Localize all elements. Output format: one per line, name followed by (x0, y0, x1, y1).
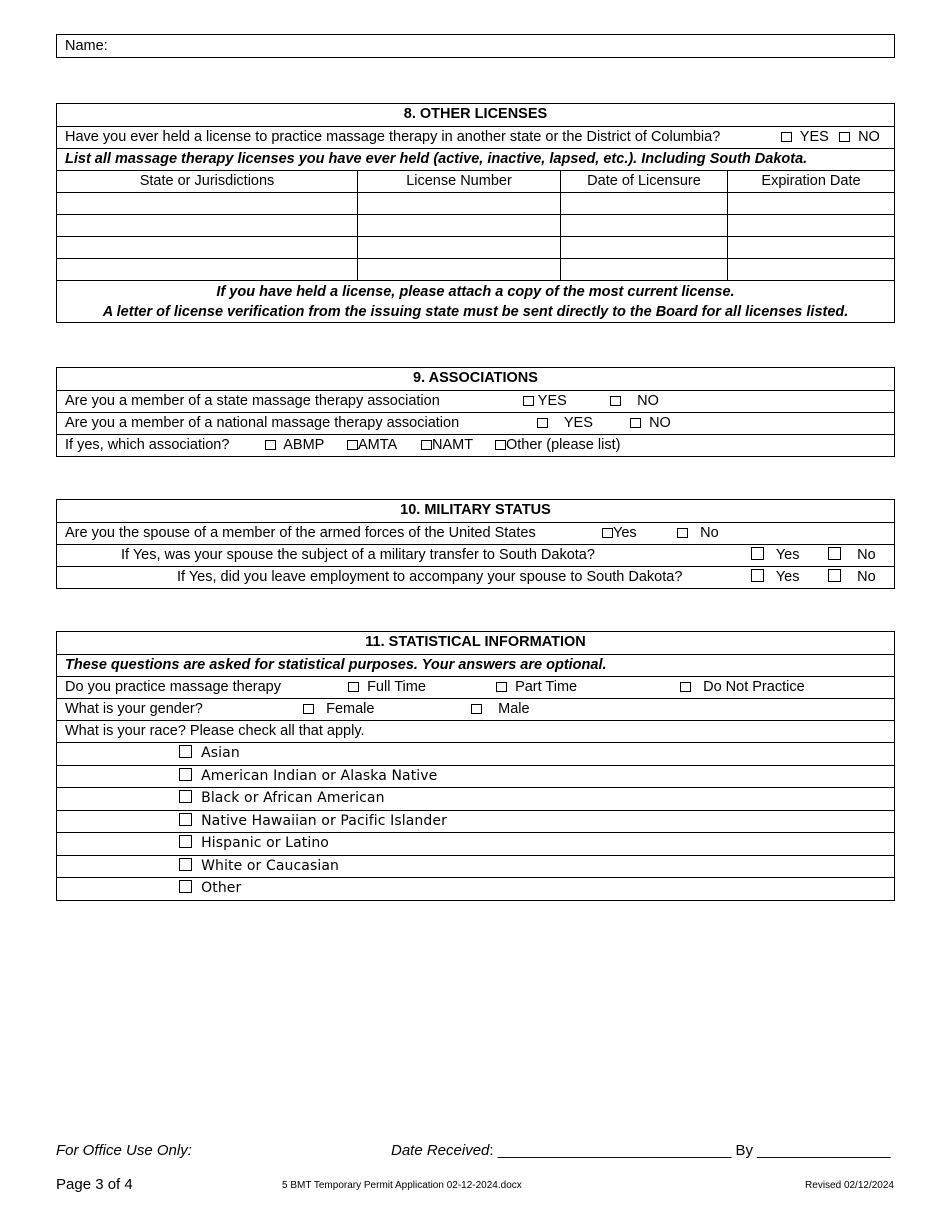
license-yes-checkbox[interactable] (781, 132, 792, 142)
race-white-label: White or Caucasian (201, 857, 339, 874)
amta-label: AMTA (358, 437, 398, 453)
no-label: NO (637, 393, 659, 409)
race-american-indian-label: American Indian or Alaska Native (201, 767, 438, 784)
male-checkbox[interactable] (471, 704, 482, 714)
full-time-label: Full Time (367, 679, 426, 695)
col-date-licensure: Date of Licensure (560, 171, 727, 192)
yes-label: Yes (775, 569, 800, 585)
yes-label: Yes (613, 525, 637, 541)
yes-label: Yes (775, 547, 800, 563)
race-american-indian-checkbox[interactable] (179, 768, 192, 781)
revised-date: Revised 02/12/2024 (805, 1180, 894, 1191)
table-row[interactable] (57, 214, 894, 236)
statistical-intro: These questions are asked for statistical purposes. Your answers are optional. (57, 654, 894, 676)
state-assoc-yes-checkbox[interactable] (523, 396, 534, 406)
license-no-checkbox[interactable] (839, 132, 850, 142)
yes-label: YES (537, 393, 567, 409)
spouse-yes-checkbox[interactable] (602, 528, 613, 538)
race-black-label: Black or African American (201, 790, 385, 806)
part-time-label: Part Time (515, 679, 578, 695)
which-association-question: If yes, which association? (65, 437, 230, 453)
race-question: What is your race? Please check all that apply. (57, 720, 894, 742)
namt-label: NAMT (432, 437, 474, 453)
abmp-label: ABMP (283, 437, 325, 453)
no-label: No (857, 569, 876, 585)
table-row[interactable] (57, 258, 894, 280)
col-expiration: Expiration Date (727, 171, 894, 192)
name-label: Name: (65, 38, 108, 54)
license-held-question: Have you ever held a license to practice massage therapy in another state or the District of Columbia? (65, 129, 721, 145)
full-time-checkbox[interactable] (348, 682, 359, 692)
spouse-no-checkbox[interactable] (677, 528, 688, 538)
page-number: Page 3 of 4 (56, 1176, 133, 1193)
file-name: 5 BMT Temporary Permit Application 02-12-2024.docx (282, 1180, 522, 1191)
abmp-checkbox[interactable] (265, 440, 276, 450)
race-native-hawaiian-checkbox[interactable] (179, 813, 192, 826)
date-received-label: Date Received (391, 1142, 490, 1159)
gender-question: What is your gender? (65, 701, 203, 717)
section-11-title: 11. STATISTICAL INFORMATION (365, 634, 586, 650)
license-notes (57, 280, 894, 322)
national-association-question: Are you a member of a national massage therapy association (65, 415, 460, 431)
military-status-section (56, 499, 895, 589)
license-instruction: List all massage therapy licenses you have ever held (active, inactive, lapsed, etc.). Including South Dakota. (57, 148, 894, 170)
section-9-title: 9. ASSOCIATIONS (413, 370, 538, 386)
female-checkbox[interactable] (303, 704, 314, 714)
race-other-label: Other (201, 880, 242, 896)
office-use-label: For Office Use Only: (56, 1142, 192, 1159)
yes-label: YES (799, 129, 829, 145)
part-time-checkbox[interactable] (496, 682, 507, 692)
do-not-practice-label: Do Not Practice (703, 679, 805, 695)
no-label: No (857, 547, 876, 563)
section-10-title: 10. MILITARY STATUS (400, 502, 551, 518)
section-8-title: 8. OTHER LICENSES (403, 106, 548, 122)
national-assoc-no-checkbox[interactable] (630, 418, 641, 428)
state-association-question: Are you a member of a state massage therapy association (65, 393, 440, 409)
namt-checkbox[interactable] (421, 440, 432, 450)
yes-label: YES (563, 415, 593, 431)
col-state: State or Jurisdictions (139, 173, 275, 189)
no-label: No (700, 525, 719, 541)
race-black-checkbox[interactable] (179, 790, 192, 803)
practice-question: Do you practice massage therapy (65, 679, 281, 695)
male-label: Male (498, 701, 530, 717)
employment-yes-checkbox[interactable] (751, 569, 764, 582)
table-row[interactable] (57, 192, 894, 214)
race-native-hawaiian-label: Native Hawaiian or Pacific Islander (201, 812, 447, 829)
date-received-blank: : ____________________________ By ________________ (489, 1142, 891, 1159)
race-hispanic-label: Hispanic or Latino (201, 835, 329, 851)
do-not-practice-checkbox[interactable] (680, 682, 691, 692)
race-hispanic-checkbox[interactable] (179, 835, 192, 848)
female-label: Female (326, 701, 375, 717)
leave-employment-question: If Yes, did you leave employment to accompany your spouse to South Dakota? (177, 569, 683, 585)
name-field[interactable] (56, 34, 895, 58)
license-note-2: A letter of license verification from the issuing state must be sent directly to the Board for all licenses listed. (102, 304, 849, 320)
employment-no-checkbox[interactable] (828, 569, 841, 582)
table-row[interactable] (57, 236, 894, 258)
date-received-line[interactable] (391, 1142, 891, 1159)
state-assoc-no-checkbox[interactable] (610, 396, 621, 406)
license-note-1: If you have held a license, please attach a copy of the most current license. (216, 284, 735, 300)
transfer-yes-checkbox[interactable] (751, 547, 764, 560)
no-label: NO (858, 129, 880, 145)
other-association-label: Other (please list) (506, 437, 621, 453)
license-table-header (57, 170, 894, 192)
military-transfer-question: If Yes, was your spouse the subject of a military transfer to South Dakota? (121, 547, 595, 563)
other-licenses-section (56, 103, 895, 323)
race-asian-label: Asian (201, 745, 240, 761)
national-assoc-yes-checkbox[interactable] (537, 418, 548, 428)
statistical-information-section (56, 631, 895, 901)
col-license-number: License Number (357, 171, 560, 192)
race-asian-checkbox[interactable] (179, 745, 192, 758)
race-other-checkbox[interactable] (179, 880, 192, 893)
transfer-no-checkbox[interactable] (828, 547, 841, 560)
associations-section (56, 367, 895, 457)
race-white-checkbox[interactable] (179, 858, 192, 871)
amta-checkbox[interactable] (347, 440, 358, 450)
spouse-armed-forces-question: Are you the spouse of a member of the armed forces of the United States (65, 525, 536, 541)
no-label: NO (649, 415, 671, 431)
other-association-checkbox[interactable] (495, 440, 506, 450)
